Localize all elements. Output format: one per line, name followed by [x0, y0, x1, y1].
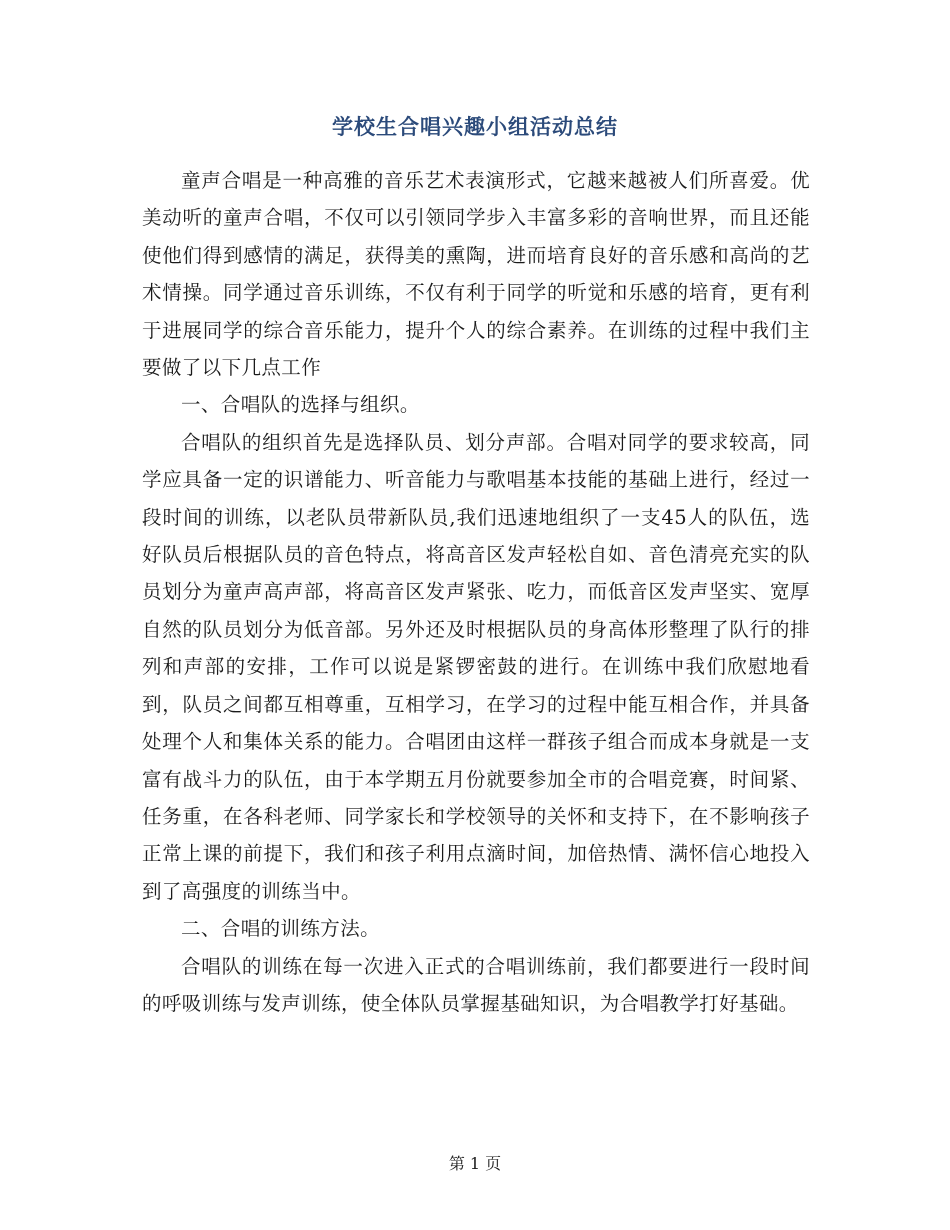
section-heading-2: 二、合唱的训练方法。 [181, 917, 381, 941]
paragraph-intro: 童声合唱是一种高雅的音乐艺术表演形式，它越来越被人们所喜爱。优美动听的童声合唱，不仅可以引领同学步入丰富多彩的音响世界，而且还能使他们得到感情的满足，获得美的熏陶，进而培育良好的音乐感和高尚的艺术情操。同学通过音乐训练，不仅有利于同学的听觉和乐感的培育，更有利于进展同学的综合音乐能力，提升个人的综合素养。在训练的过程中我们主要做了以下几点工作 [142, 169, 810, 380]
page-title: 学校生合唱兴趣小组活动总结 [332, 114, 618, 139]
paragraph-section-2: 合唱队的训练在每一次进入正式的合唱训练前，我们都要进行一段时间的呼吸训练与发声训练，使全体队员掌握基础知识，为合唱教学打好基础。 [142, 954, 810, 1015]
page-number: 第 1 页 [448, 1154, 502, 1173]
section-heading-1: 一、合唱队的选择与组织。 [181, 393, 420, 417]
paragraph-section-1: 合唱队的组织首先是选择队员、划分声部。合唱对同学的要求较高，同学应具备一定的识谱能力、听音能力与歌唱基本技能的基础上进行，经过一段时间的训练，以老队员带新队员,我们迅速地组织了一支45人的队伍，选好队员后根据队员的音色特点，将高音区发声轻松自如、音色清亮充实的队员划分为童声高声部，将高音区发声紧张、吃力，而低音区发声坚实、宽厚自然的队员划分为低音部。另外还及时根据队员的身高体形整理了队行的排列和声部的安排，工作可以说是紧锣密鼓的进行。在训练中我们欣慰地看到，队员之间都互相尊重，互相学习，在学习的过程中能互相合作，并具备处理个人和集体关系的能力。合唱团由这样一群孩子组合而成本身就是一支富有战斗力的队伍，由于本学期五月份就要参加全市的合唱竞赛，时间紧、任务重，在各科老师、同学家长和学校领导的关怀和支持下，在不影响孩子正常上课的前提下，我们和孩子利用点滴时间，加倍热情、满怀信心地投入到了高强度的训练当中。 [142, 430, 810, 903]
document-body [142, 162, 810, 1022]
